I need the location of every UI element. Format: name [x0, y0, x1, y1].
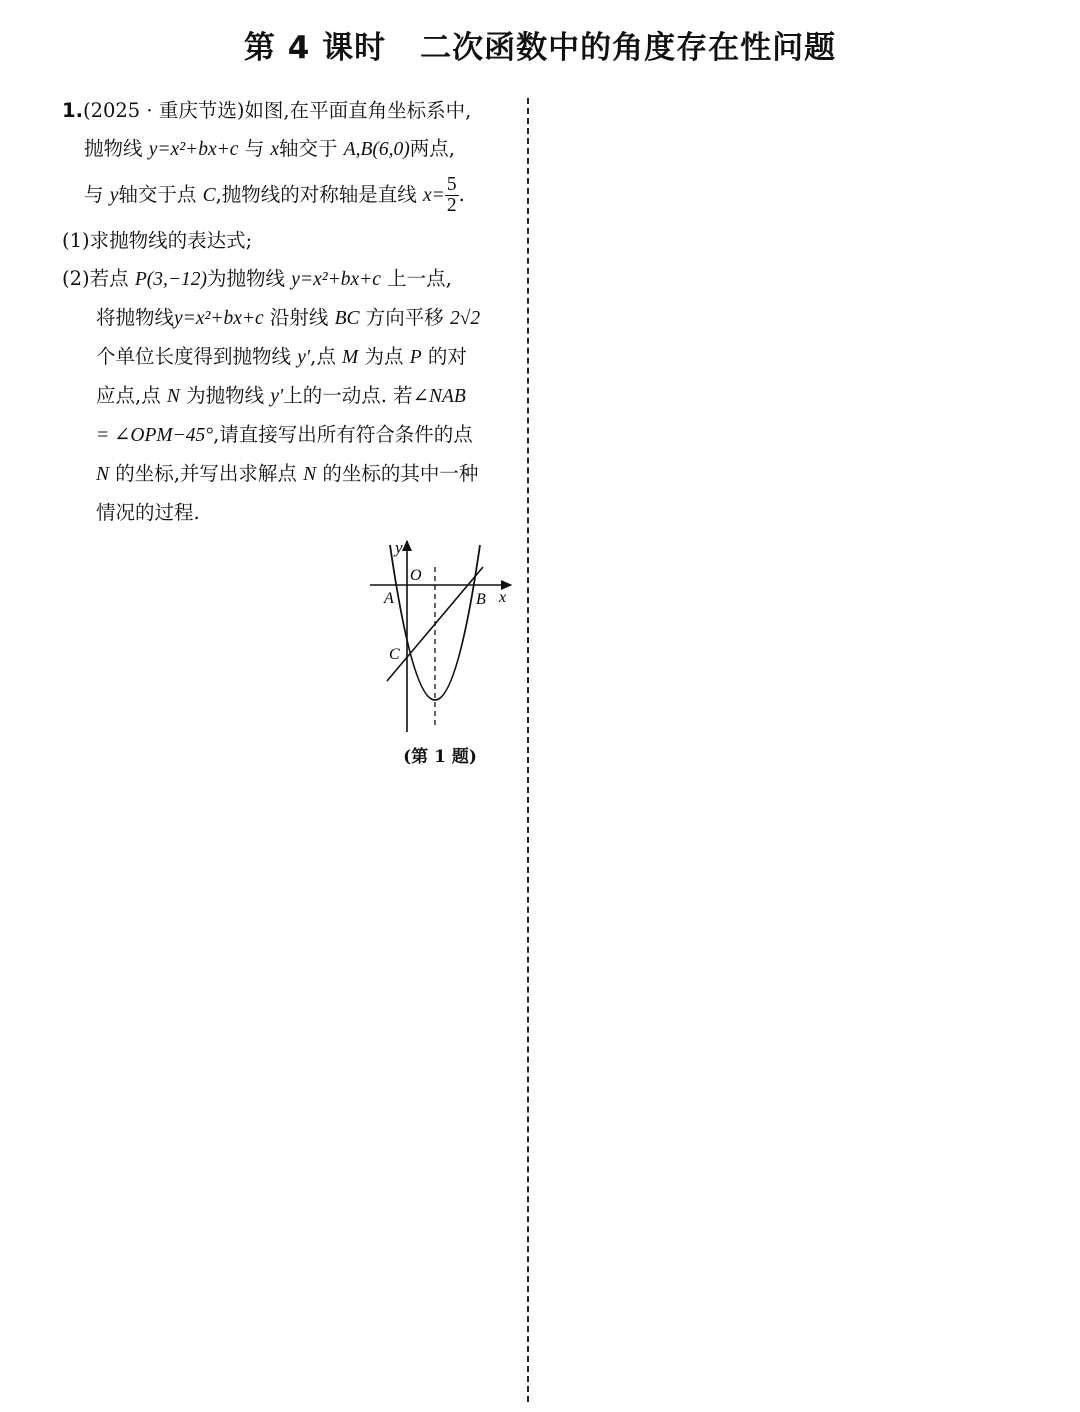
problem-text: 的坐标,并写出求解点 [115, 462, 297, 485]
problem-text: 沿射线 [269, 306, 329, 329]
part-2-line-4 [62, 377, 512, 416]
problem-text: 抛物线 [84, 137, 143, 160]
math-expression: A,B(6,0) [343, 139, 410, 160]
label-y: y [395, 538, 403, 557]
math-expression: y′ [297, 347, 311, 368]
math-expression: N [96, 464, 110, 485]
page-title [0, 22, 1080, 67]
parabola-figure [365, 535, 520, 740]
problem-text: 将抛物线 [96, 306, 175, 329]
lesson-label: 第 4 课时 [243, 30, 387, 66]
problem-text: 个单位长度得到抛物线 [96, 345, 292, 368]
problem-text: ,抛物线的对称轴是直线 [215, 183, 417, 206]
problem-text: 方向平移 [365, 306, 444, 329]
label-x: x [499, 589, 507, 606]
problem-text: 与 [84, 183, 104, 206]
math-expression: = ∠OPM−45° [96, 425, 214, 446]
figure-caption: (第 1 题) [403, 747, 477, 767]
problem-text: 两点, [409, 137, 455, 160]
math-expression: BC [334, 308, 360, 329]
part-2-label: (2) [62, 267, 90, 290]
part-2-line-3 [62, 338, 512, 377]
part-2-line-1 [62, 260, 512, 299]
math-expression: N [166, 386, 180, 407]
label-origin: O [410, 567, 422, 584]
math-expression: ∠NAB [412, 386, 466, 407]
problem-text: . [458, 183, 465, 206]
part-2-line-2 [62, 299, 512, 338]
label-point-b: B [476, 591, 486, 608]
problem-number: 1. [62, 99, 83, 122]
math-expression: 2√2 [449, 308, 481, 329]
part-2-line-6 [62, 455, 512, 494]
label-point-a: A [384, 590, 394, 607]
problem-1 [62, 92, 512, 532]
label-point-c: C [389, 646, 400, 663]
problem-text: 为抛物线 [186, 384, 265, 407]
problem-text: 为点 [364, 345, 404, 368]
math-expression: P [409, 347, 422, 368]
fraction [445, 175, 459, 216]
line-bc [387, 567, 483, 681]
math-expression: x= [423, 185, 445, 206]
problem-text: 与 [244, 137, 265, 160]
math-expression: M [342, 347, 359, 368]
math-expression: N [303, 464, 317, 485]
column-divider [527, 98, 529, 1402]
problem-text: 的坐标的其中一种 [322, 462, 479, 485]
fraction-numerator: 5 [446, 174, 457, 195]
problem-text: 轴交于点 [118, 183, 197, 206]
math-expression: y=x²+bx+c [148, 139, 239, 160]
math-expression: y′ [270, 386, 284, 407]
problem-line-1 [62, 92, 512, 130]
part-2-line-7 [62, 494, 512, 532]
problem-text: 应点,点 [96, 384, 161, 407]
math-expression: P(3,−12) [134, 269, 208, 290]
problem-source: (2025 · 重庆节选) [82, 99, 245, 122]
lesson-topic: 二次函数中的角度存在性问题 [420, 30, 837, 66]
math-expression: y=x²+bx+c [174, 308, 264, 329]
math-expression: x [270, 139, 279, 160]
problem-text: 如图,在平面直角坐标系中, [244, 99, 472, 122]
part-1 [62, 222, 512, 260]
problem-text: 的对 [427, 345, 467, 368]
problem-text: 上的一动点. 若 [283, 384, 413, 407]
problem-text: 为抛物线 [207, 267, 286, 290]
math-expression: y=x²+bx+c [291, 269, 381, 290]
problem-text: 上一点, [387, 267, 452, 290]
math-expression: C [202, 185, 216, 206]
part-1-text: (1)求抛物线的表达式; [62, 229, 253, 252]
problem-line-2 [62, 130, 512, 169]
problem-text: ,点 [310, 345, 336, 368]
problem-text: 轴交于 [279, 137, 338, 160]
part-2-line-5 [62, 416, 512, 455]
problem-text: 情况的过程. [96, 501, 200, 524]
math-expression: y [109, 185, 119, 206]
problem-text: ,请直接写出所有符合条件的点 [213, 423, 473, 446]
problem-text: 若点 [89, 267, 129, 290]
fraction-denominator: 2 [446, 195, 457, 216]
problem-line-3 [62, 169, 512, 222]
